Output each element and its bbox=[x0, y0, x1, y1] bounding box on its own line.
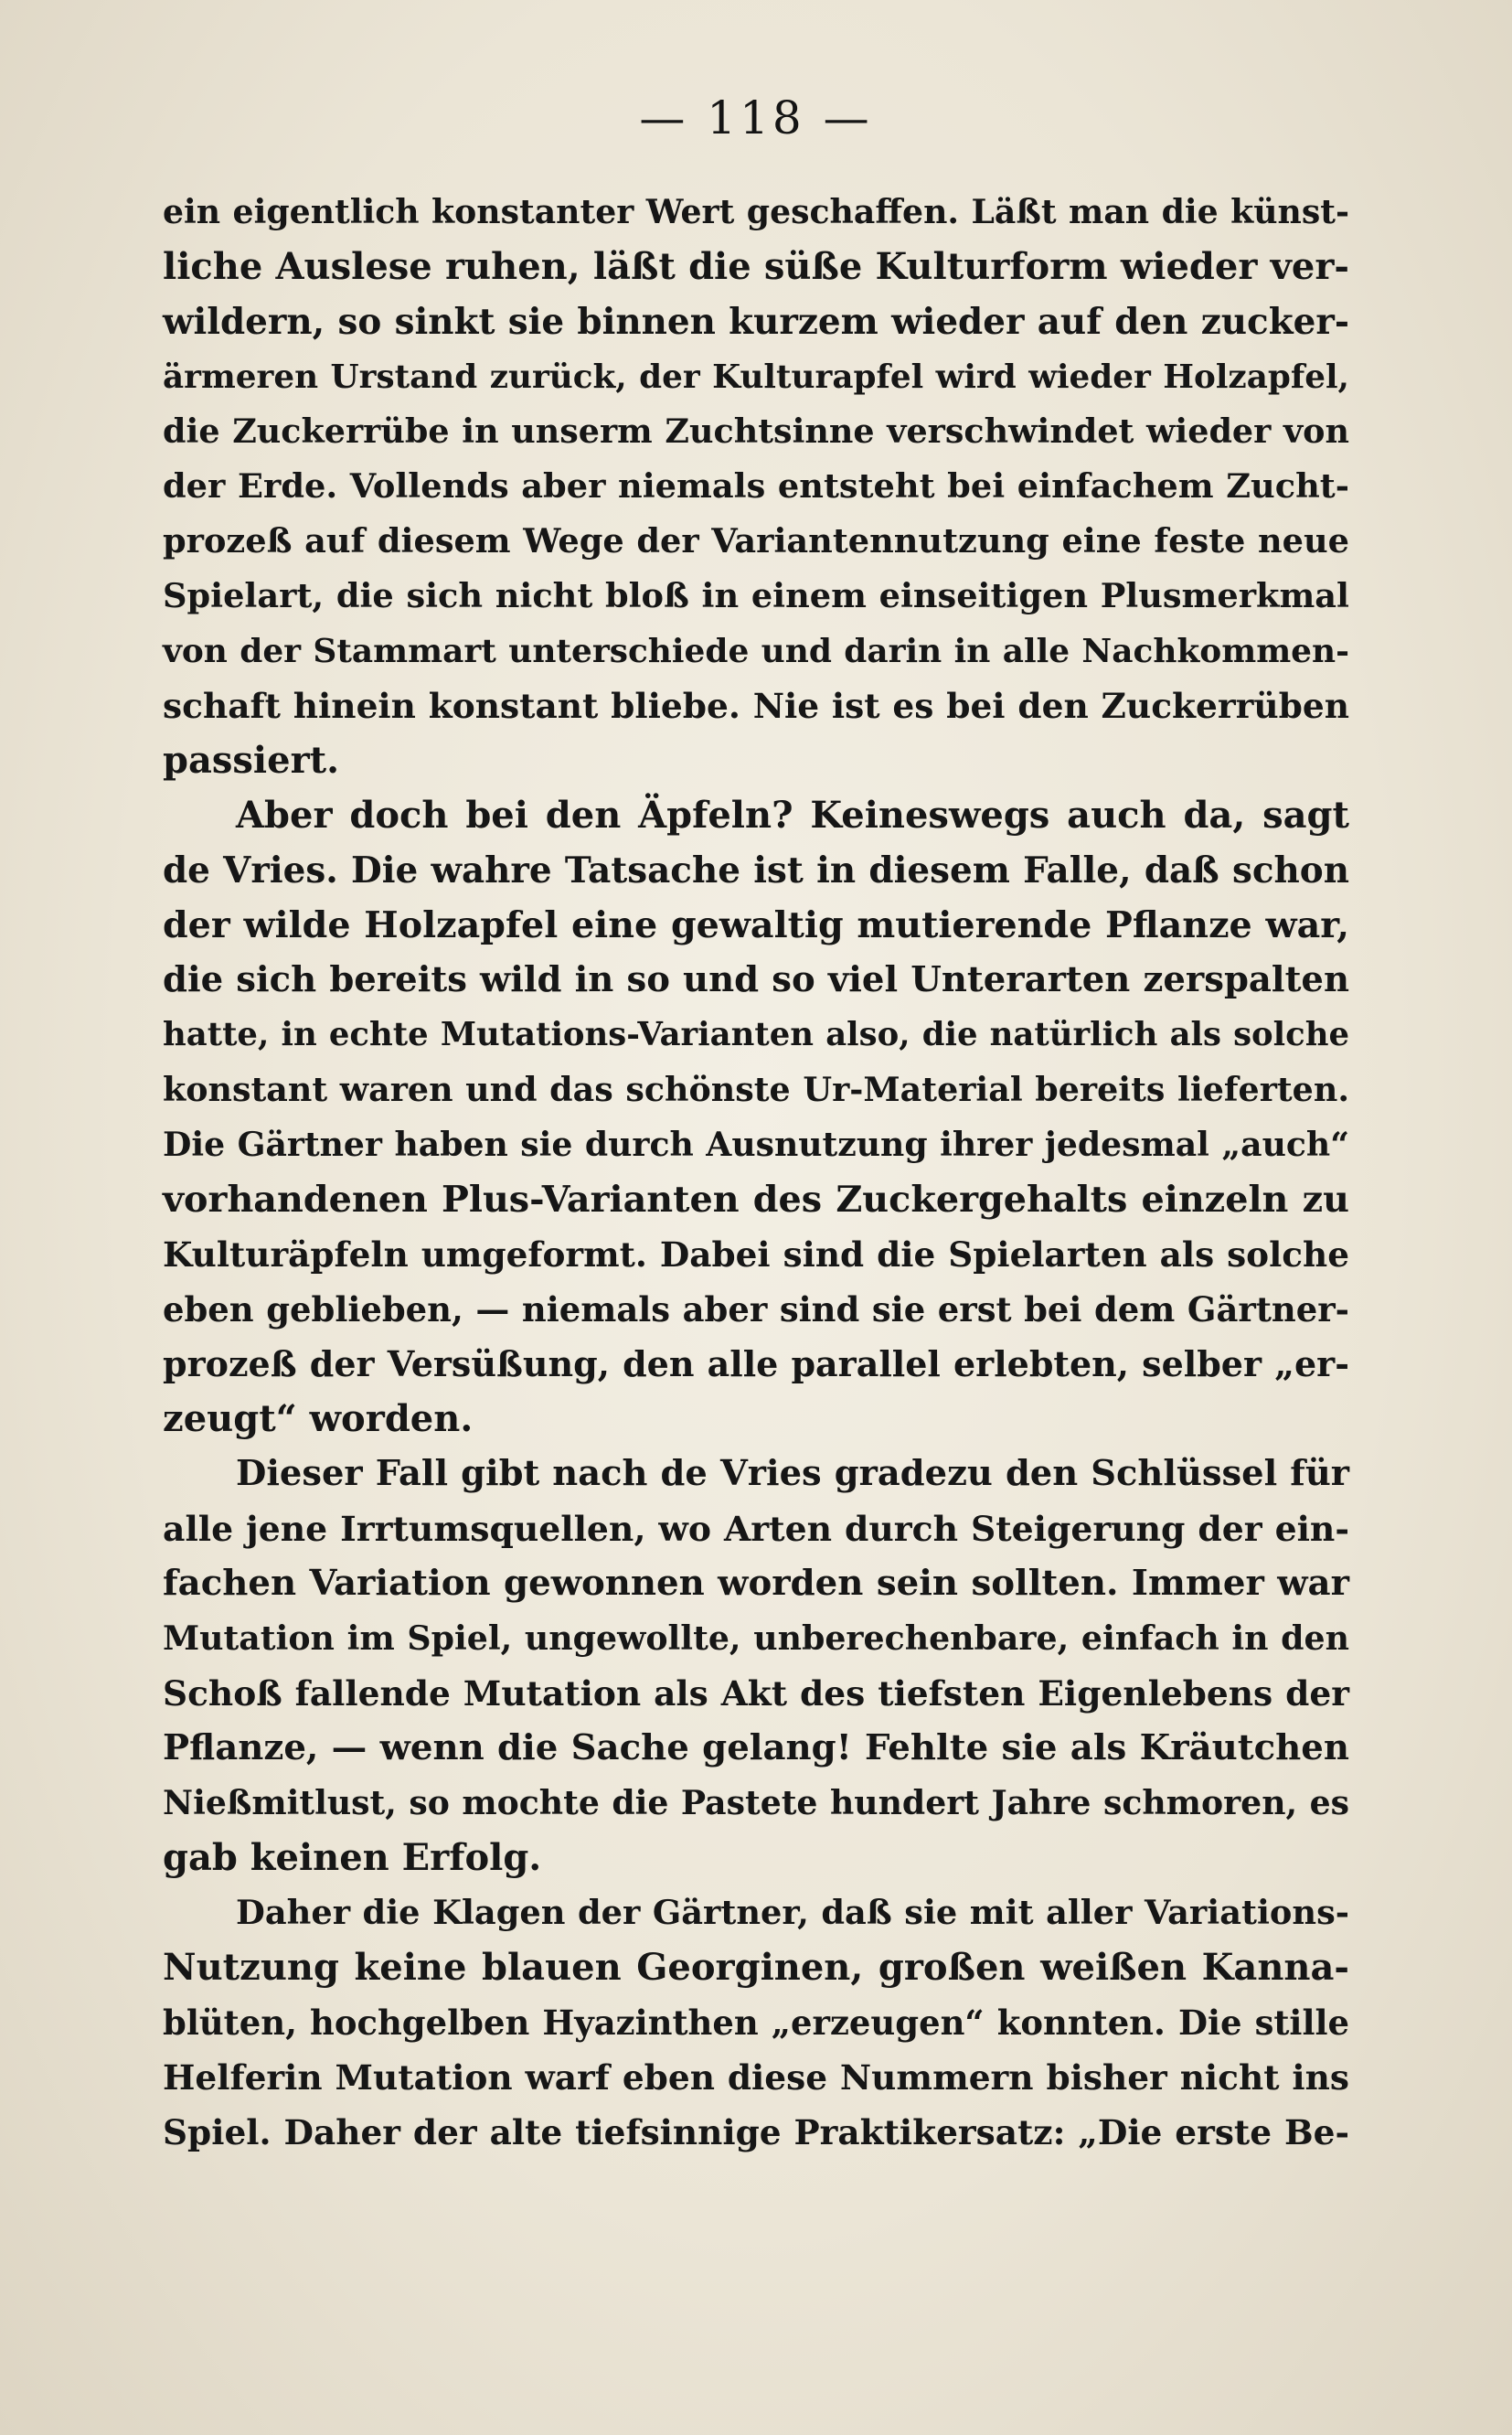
paragraph-start-line: Daher die Klagen der Gärtner, daß sie mit aller Variations- bbox=[236, 1893, 1349, 1932]
text-line: vorhandenen Plus-Varianten des Zuckergehalts einzeln zu bbox=[163, 1179, 1349, 1221]
text-line: der wilde Holzapfel eine gewaltig mutierende Pflanze war, bbox=[163, 904, 1349, 946]
text-line: hatte, in echte Mutations-Varianten also, die natürlich als solche bbox=[163, 1016, 1349, 1053]
text-line: der Erde. Vollends aber niemals entsteht bei einfachem Zucht- bbox=[163, 466, 1349, 506]
page-number: — 118 — bbox=[639, 91, 873, 144]
text-line: alle jene Irrtumsquellen, wo Arten durch Steigerung der ein- bbox=[163, 1509, 1349, 1549]
text-line: die sich bereits wild in so und so viel Unterarten zerspalten bbox=[163, 959, 1349, 1000]
text-line: die Zuckerrübe in unserm Zuchtsinne verschwindet wieder von bbox=[163, 411, 1349, 451]
text-line: wildern, so sinkt sie binnen kurzem wieder auf den zucker- bbox=[163, 301, 1349, 343]
text-line: Schoß fallende Mutation als Akt des tiefsten Eigenlebens der bbox=[163, 1673, 1349, 1714]
text-line: Spielart, die sich nicht bloß in einem einseitigen Plusmerkmal bbox=[163, 576, 1349, 615]
text-line: de Vries. Die wahre Tatsache ist in diesem Falle, daß schon bbox=[163, 849, 1349, 892]
text-line: liche Auslese ruhen, läßt die süße Kulturform wieder ver- bbox=[163, 245, 1349, 288]
text-line: Die Gärtner haben sie durch Ausnutzung ihrer jedesmal „auch“ bbox=[163, 1125, 1349, 1164]
text-line: fachen Variation gewonnen worden sein sollten. Immer war bbox=[163, 1563, 1349, 1604]
text-line: passiert. bbox=[163, 739, 340, 782]
text-line: Helferin Mutation warf eben diese Nummern bisher nicht ins bbox=[163, 2057, 1349, 2098]
text-line: Spiel. Daher der alte tiefsinnige Praktikersatz: „Die erste Be- bbox=[163, 2112, 1349, 2152]
paragraph-start-line: Aber doch bei den Äpfeln? Keineswegs auch da, sagt bbox=[236, 794, 1349, 837]
text-line: gab keinen Erfolg. bbox=[163, 1836, 542, 1879]
text-line: konstant waren und das schönste Ur-Material bereits lieferten. bbox=[163, 1070, 1349, 1109]
text-line: Kulturäpfeln umgeformt. Dabei sind die Spielarten als solche bbox=[163, 1234, 1349, 1275]
text-line: Nießmitlust, so mochte die Pastete hundert Jahre schmoren, es bbox=[163, 1783, 1349, 1822]
text-line: eben geblieben, — niemals aber sind sie erst bei dem Gärtner- bbox=[163, 1289, 1349, 1330]
text-line: ein eigentlich konstanter Wert geschaffen. Läßt man die künst- bbox=[163, 192, 1349, 231]
text-line: Mutation im Spiel, ungewollte, unberechenbare, einfach in den bbox=[163, 1618, 1349, 1658]
text-line: prozeß der Versüßung, den alle parallel erlebten, selber „er- bbox=[163, 1343, 1349, 1384]
paragraph-start-line: Dieser Fall gibt nach de Vries gradezu den Schlüssel für bbox=[236, 1453, 1349, 1494]
text-line: ärmeren Urstand zurück, der Kulturapfel wird wieder Holzapfel, bbox=[163, 358, 1349, 396]
text-line: zeugt“ worden. bbox=[163, 1397, 474, 1440]
text-line: von der Stammart unterschiede und darin in alle Nachkommen- bbox=[163, 632, 1349, 670]
text-line: schaft hinein konstant bliebe. Nie ist es bei den Zuckerrüben bbox=[163, 686, 1349, 726]
text-line: Nutzung keine blauen Georginen, großen weißen Kanna- bbox=[163, 1946, 1349, 1989]
text-line: Pflanze, — wenn die Sache gelang! Fehlte sie als Kräutchen bbox=[163, 1727, 1349, 1768]
body-text bbox=[163, 185, 1349, 2160]
text-line: prozeß auf diesem Wege der Variantennutzung eine feste neue bbox=[163, 521, 1349, 561]
text-line: blüten, hochgelben Hyazinthen „erzeugen“ konnten. Die stille bbox=[163, 2002, 1349, 2043]
